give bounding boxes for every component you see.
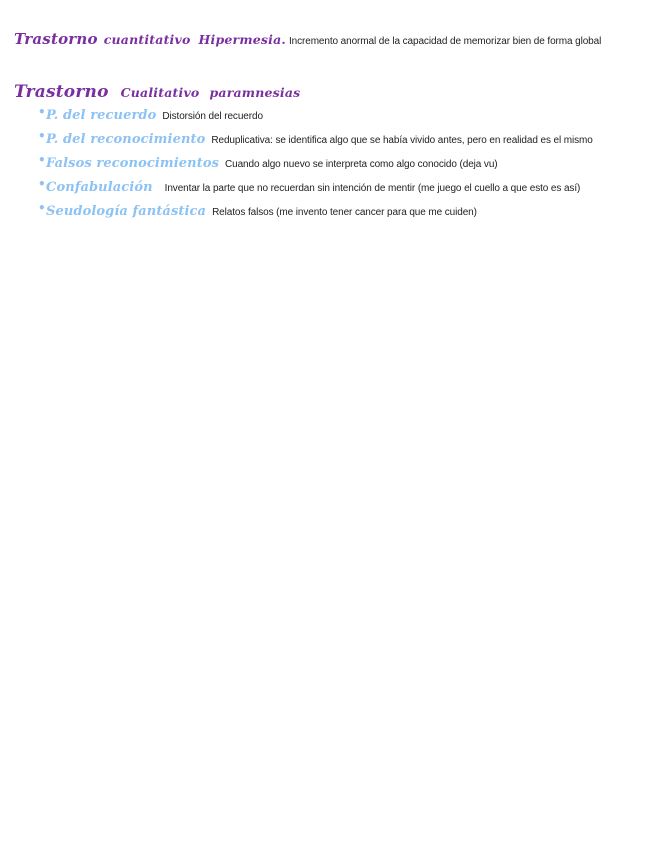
list-item-falsos-reconocimientos <box>38 153 648 180</box>
heading1-description: Incremento anormal de la capacidad de memorizar bien de forma global <box>288 36 602 47</box>
list-item-term: P. del recuerdo <box>46 108 157 123</box>
list-item-description: Relatos falsos (me invento tener cancer para que me cuiden) <box>212 207 477 218</box>
list-item-term: Seudología fantástica <box>46 204 207 219</box>
list-item-seudologia <box>38 201 648 228</box>
heading-hipermesia <box>14 30 601 48</box>
list-item-term: P. del reconocimiento <box>46 132 206 147</box>
heading-paramnesias <box>14 82 300 102</box>
heading2-title-part3: paramnesias <box>209 85 301 100</box>
list-item-reconocimiento <box>38 129 648 156</box>
bullet-dot-icon: • <box>38 129 46 143</box>
list-item-description: Distorsión del recuerdo <box>162 111 263 122</box>
bullet-dot-icon: • <box>38 153 46 167</box>
list-item-description: Cuando algo nuevo se interpreta como algo conocido (deja vu) <box>225 159 498 170</box>
list-item-confabulacion <box>38 177 648 204</box>
list-item-term: Confabulación <box>46 180 153 195</box>
list-item-recuerdo <box>38 105 648 132</box>
list-item-term: Falsos reconocimientos <box>46 156 220 171</box>
bullet-dot-icon: • <box>38 201 46 215</box>
bullet-dot-icon: • <box>38 105 46 119</box>
paramnesias-list <box>38 105 648 228</box>
heading2-title-part2: Cualitativo <box>120 85 200 100</box>
list-item-description: Reduplicativa: se identifica algo que se había vivido antes, pero en realidad es el mismo <box>211 135 593 146</box>
heading1-title-part1: Trastorno <box>14 30 98 48</box>
heading2-title-part1: Trastorno <box>14 82 109 102</box>
list-item-description: Inventar la parte que no recuerdan sin intención de mentir (me juego el cuello a que esto es así) <box>164 183 581 194</box>
heading1-title-part2: cuantitativo <box>103 32 191 47</box>
heading1-title-part3: Hipermesia. <box>198 32 286 47</box>
bullet-dot-icon: • <box>38 177 46 191</box>
